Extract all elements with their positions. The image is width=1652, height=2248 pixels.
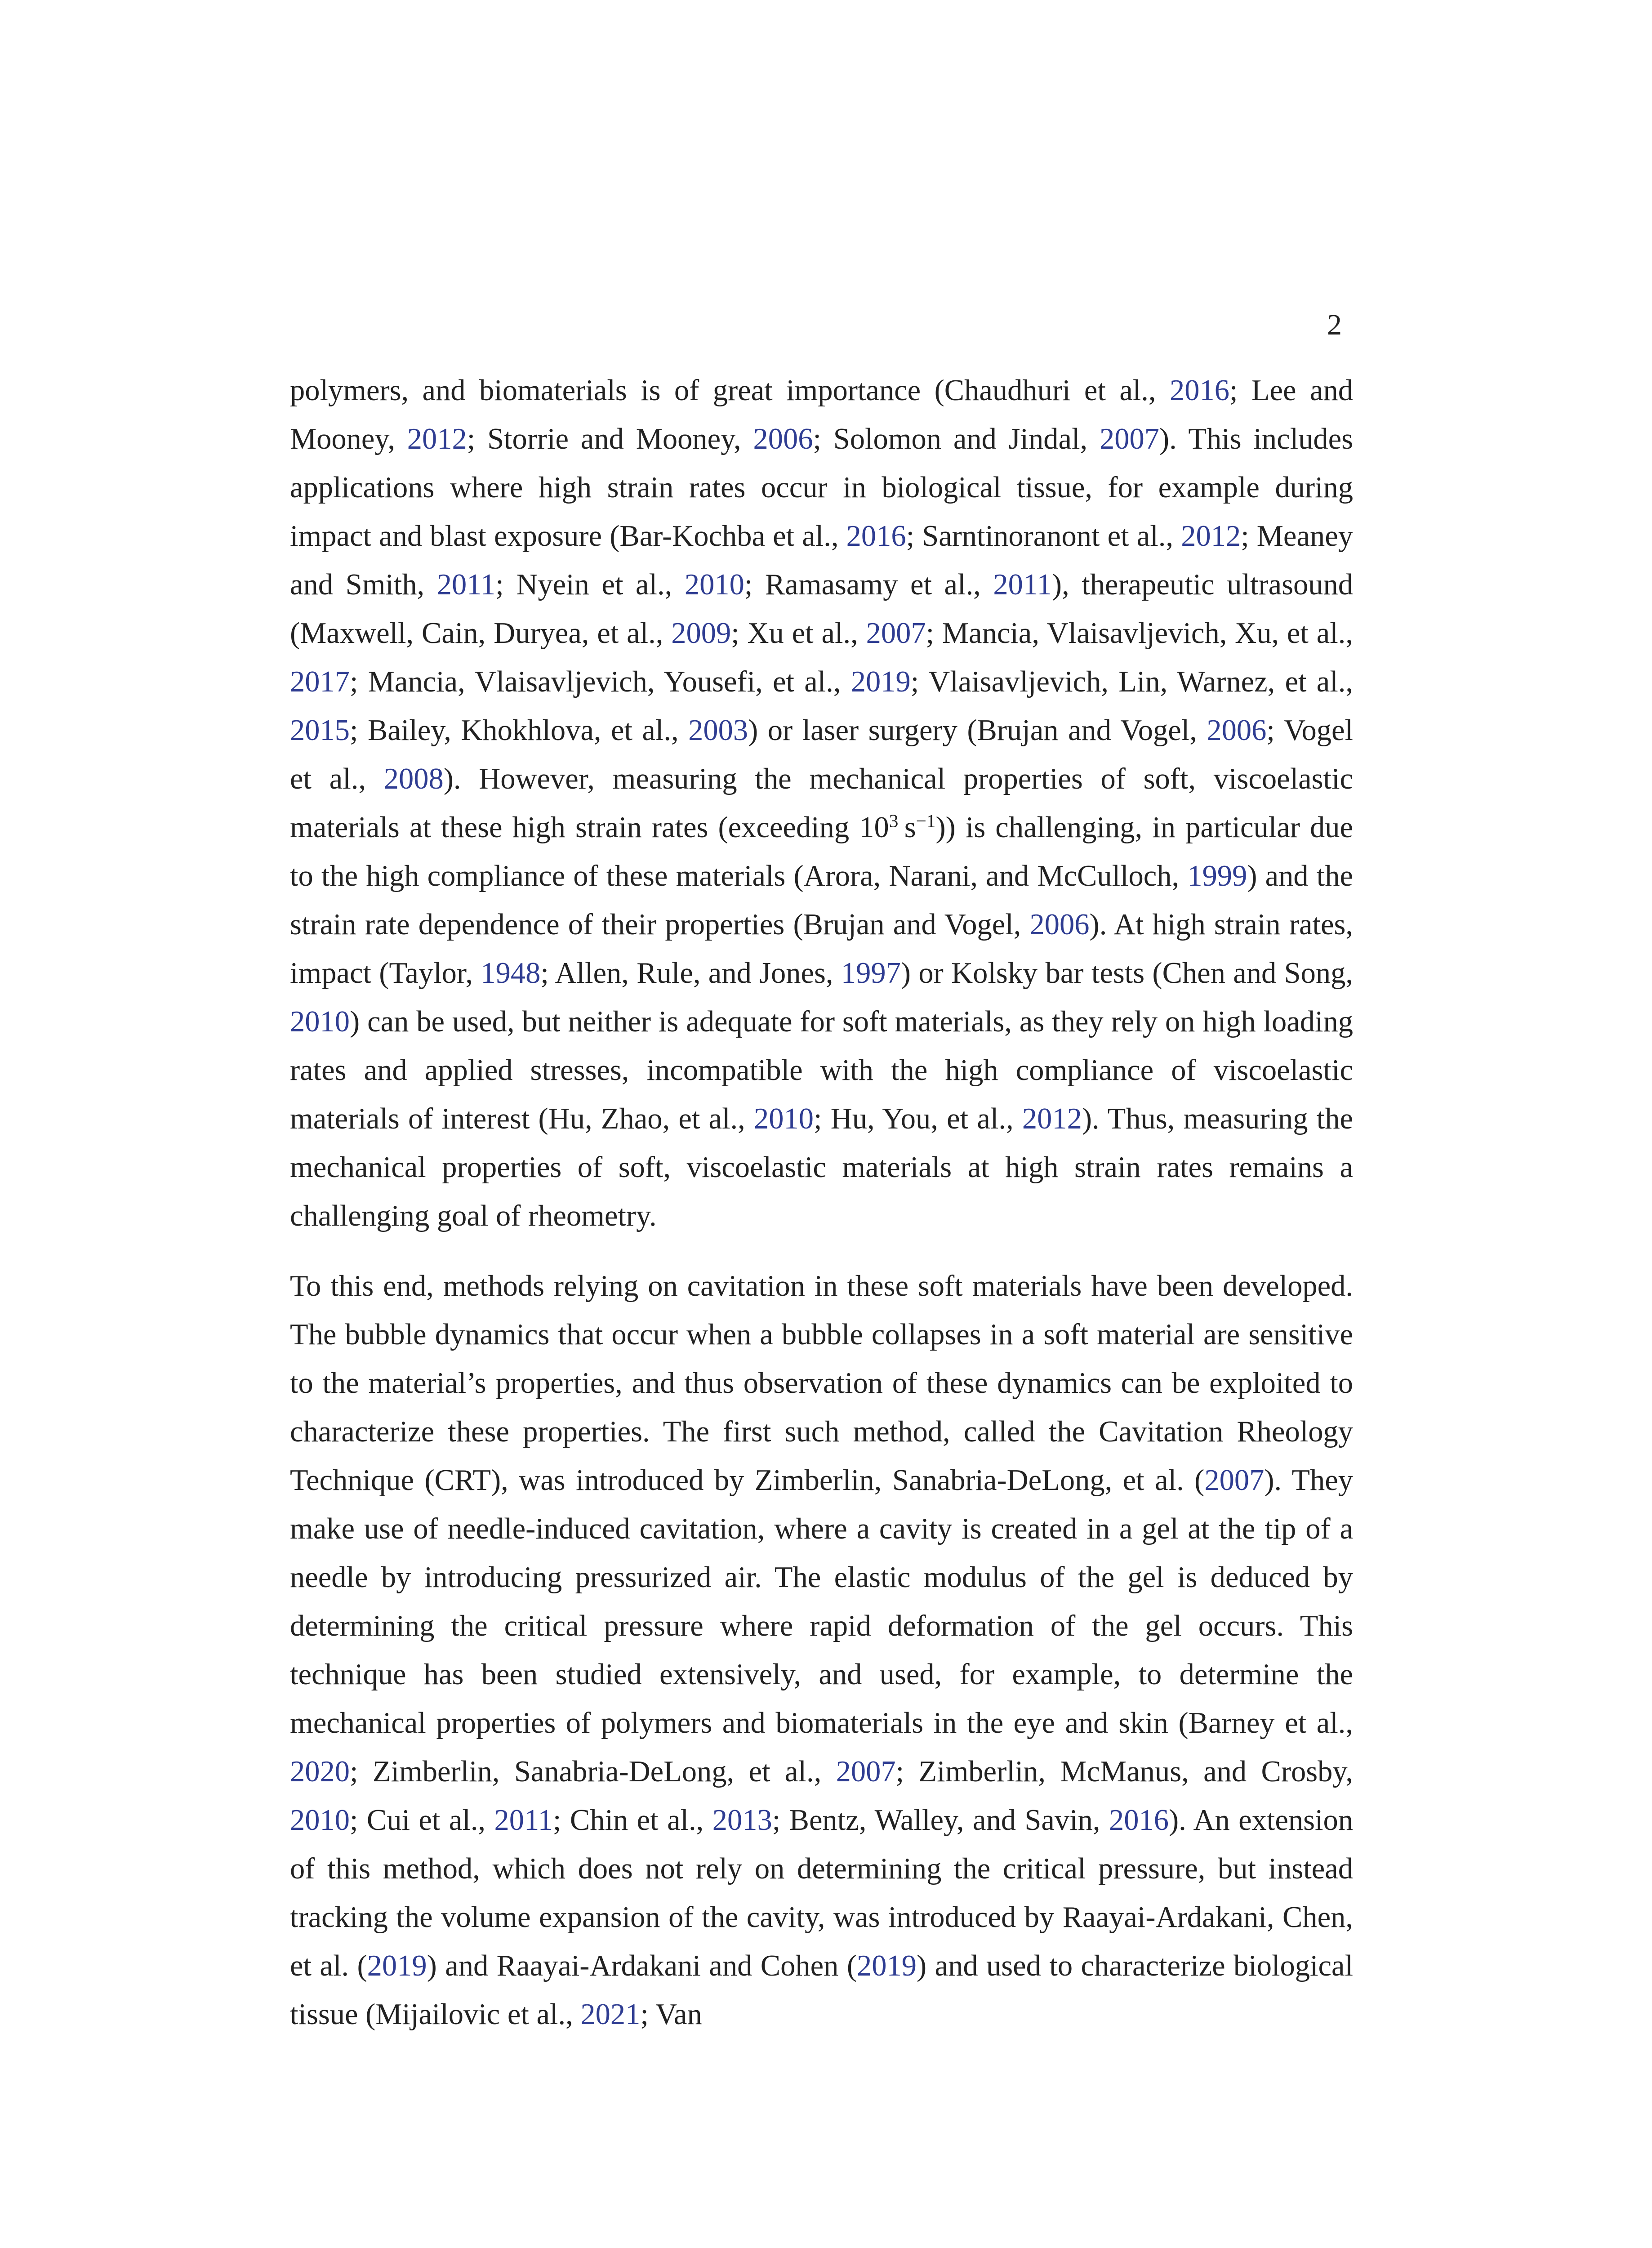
citation-link[interactable]: 1948 — [481, 957, 541, 990]
text-run: ; Hu, You, et al., — [814, 1102, 1022, 1135]
text-run: ; Meaney and Smith, — [290, 520, 1353, 601]
citation-link[interactable]: 2009 — [671, 617, 731, 650]
text-run: ; Xu et al., — [731, 617, 866, 650]
citation-link[interactable]: 2007 — [836, 1755, 896, 1788]
page-number: 2 — [1327, 308, 1342, 341]
citation-link[interactable]: 2010 — [754, 1102, 814, 1135]
text-run: ; Lee and Mooney, — [290, 374, 1353, 455]
text-run: To this end, methods relying on cavitation in these soft materials have been developed. The bubble dynamics that occur when a bubble collapses in a soft material are sensitive to the material’s properties, and thus observation of these dynamics can be exploited to characterize these properties. The first such method, called the Cavitation Rheology Technique (CRT), was introduced by Zimberlin, Sanabria-DeLong, et al. ( — [290, 1270, 1353, 1497]
citation-link[interactable]: 2011 — [494, 1804, 553, 1837]
text-run: ; Chin et al., — [553, 1804, 712, 1837]
citation-link[interactable]: 1997 — [841, 957, 901, 990]
citation-link[interactable]: 2019 — [367, 1949, 427, 1982]
text-run: ; Zimberlin, McManus, and Crosby, — [895, 1755, 1353, 1788]
text-run: polymers, and biomaterials is of great importance (Chaudhuri et al., — [290, 374, 1170, 407]
text-run: )) is challenging, in particular due to the high compliance of these materials (Arora, Narani, and McCulloch, — [290, 811, 1353, 892]
superscript: 3 — [889, 810, 899, 831]
text-run: ; Vogel et al., — [290, 714, 1354, 795]
citation-link[interactable]: 2007 — [1204, 1464, 1265, 1497]
citation-link[interactable]: 2013 — [712, 1804, 772, 1837]
text-run: ). At high strain rates, impact (Taylor, — [290, 908, 1353, 990]
text-run: ). However, measuring the mechanical properties of soft, viscoelastic materials at these high strain rates (exceeding 10 — [290, 763, 1353, 844]
citation-link[interactable]: 2019 — [856, 1949, 917, 1982]
text-run: ; Solomon and Jindal, — [813, 423, 1100, 455]
text-run: ). This includes applications where high strain rates occur in biological tissue, for example during impact and blast exposure (Bar-Kochba et al., — [290, 423, 1354, 553]
citation-link[interactable]: 2012 — [407, 423, 467, 455]
citation-link[interactable]: 2019 — [850, 665, 911, 698]
text-run: ; Bentz, Walley, and Savin, — [772, 1804, 1109, 1837]
text-run: ) and used to characterize biological tissue (Mijailovic et al., — [290, 1949, 1353, 2031]
citation-link[interactable]: 1999 — [1187, 860, 1247, 892]
paragraph-1 — [290, 366, 1353, 1240]
text-run: ; Cui et al., — [350, 1804, 494, 1837]
citation-link[interactable]: 2016 — [846, 520, 906, 553]
citation-link[interactable]: 2006 — [1207, 714, 1267, 747]
text-run: ; Vlaisavljevich, Lin, Warnez, et al., — [910, 665, 1353, 698]
citation-link[interactable]: 2011 — [436, 568, 496, 601]
citation-link[interactable]: 2021 — [580, 1998, 641, 2031]
text-run: ; Mancia, Vlaisavljevich, Yousefi, et al., — [350, 665, 851, 698]
text-run: ; Van — [640, 1998, 702, 2031]
text-run: ; Zimberlin, Sanabria-DeLong, et al., — [350, 1755, 836, 1788]
text-run: ). They make use of needle-induced cavitation, where a cavity is created in a gel at the tip of a needle by introducing pressurized air. The elastic modulus of the gel is deduced by determining the critical pressure where rapid deformation of the gel occurs. This technique has been studied extensively, and used, for example, to determine the mechanical properties of polymers and biomaterials in the eye and skin (Barney et al., — [290, 1464, 1353, 1740]
paragraph-2 — [290, 1262, 1353, 2039]
citation-link[interactable]: 2008 — [383, 763, 444, 795]
text-run: ; Storrie and Mooney, — [467, 423, 753, 455]
text-run: ; Mancia, Vlaisavljevich, Xu, et al., — [926, 617, 1354, 650]
text-run: ) and the strain rate dependence of their properties (Brujan and Vogel, — [290, 860, 1354, 941]
text-run: ; Allen, Rule, and Jones, — [540, 957, 841, 990]
text-run: ; Ramasamy et al., — [744, 568, 993, 601]
citation-link[interactable]: 2012 — [1022, 1102, 1082, 1135]
body-text — [290, 366, 1353, 2039]
text-run: ). An extension of this method, which does not rely on determining the critical pressure, but instead tracking the volume expansion of the cavity, was introduced by Raayai-Ardakani, Chen, et al. ( — [290, 1804, 1354, 1982]
text-run: ; Sarntinoranont et al., — [906, 520, 1181, 553]
citation-link[interactable]: 2016 — [1109, 1804, 1169, 1837]
citation-link[interactable]: 2007 — [1099, 423, 1159, 455]
text-run: ; Bailey, Khokhlova, et al., — [350, 714, 689, 747]
citation-link[interactable]: 2006 — [1029, 908, 1090, 941]
citation-link[interactable]: 2017 — [290, 665, 350, 698]
citation-link[interactable]: 2011 — [993, 568, 1052, 601]
citation-link[interactable]: 2003 — [688, 714, 748, 747]
citation-link[interactable]: 2010 — [290, 1005, 350, 1038]
text-run: ) or laser surgery (Brujan and Vogel, — [748, 714, 1207, 747]
citation-link[interactable]: 2015 — [290, 714, 350, 747]
citation-link[interactable]: 2007 — [866, 617, 926, 650]
citation-link[interactable]: 2006 — [753, 423, 813, 455]
text-run: ), therapeutic ultrasound (Maxwell, Cain, Duryea, et al., — [290, 568, 1353, 650]
text-run: s — [898, 811, 916, 844]
citation-link[interactable]: 2020 — [290, 1755, 350, 1788]
citation-link[interactable]: 2010 — [684, 568, 744, 601]
citation-link[interactable]: 2016 — [1169, 374, 1229, 407]
text-run: ) and Raayai-Ardakani and Cohen ( — [427, 1949, 857, 1982]
citation-link[interactable]: 2010 — [290, 1804, 350, 1837]
superscript: −1 — [916, 810, 936, 831]
citation-link[interactable]: 2012 — [1181, 520, 1241, 553]
text-run: ) or Kolsky bar tests (Chen and Song, — [900, 957, 1354, 990]
text-run: ; Nyein et al., — [495, 568, 685, 601]
text-run: ) can be used, but neither is adequate for soft materials, as they rely on high loading rates and applied stresses, incompatible with the high compliance of viscoelastic materials of interest (Hu, Zhao, et al., — [290, 1005, 1353, 1135]
text-run: ). Thus, measuring the mechanical properties of soft, viscoelastic materials at high strain rates remains a challenging goal of rheometry. — [290, 1102, 1353, 1232]
